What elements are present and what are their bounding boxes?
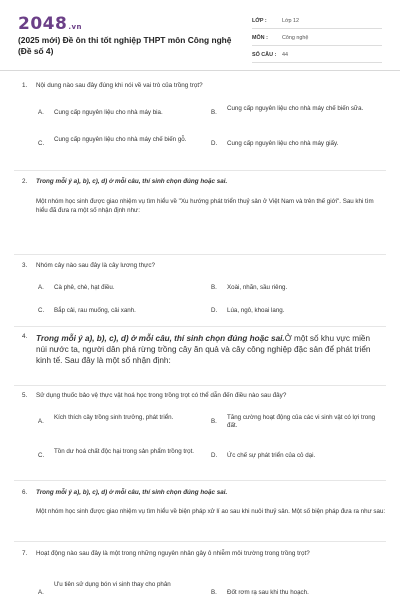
site-logo[interactable]: 2048.vn (18, 14, 83, 34)
exam-title: (2025 mới) Đề ôn thi tốt nghiệp THPT môn Công nghệ (Đề số 4) (18, 35, 232, 56)
question-separator (14, 480, 386, 481)
question-separator (14, 385, 386, 386)
question-2-context: Một nhóm học sinh được giao nhiệm vụ tìm hiểu về "Xu hướng phát triển thuỷ sản ở Việt Nam và trên thế giới". Sau khi tìm hiểu đã đưa ra một số nhận định như: (36, 198, 374, 214)
exam-meta (252, 14, 382, 65)
page-header (0, 0, 400, 68)
question-separator (14, 170, 386, 171)
meta-row-class: LỚP : Lớp 12 (252, 14, 382, 29)
meta-row-subject: MÔN : Công nghệ (252, 31, 382, 46)
question-4-instruction: Trong mỗi ý a), b), c), d) ở mỗi câu, thí sinh chọn đúng hoặc sai. (36, 334, 285, 343)
question-separator (14, 254, 386, 255)
question-separator (14, 326, 386, 327)
header-divider (0, 70, 400, 71)
question-separator (14, 541, 386, 542)
question-6-context: Một nhóm học sinh được giao nhiệm vụ tìm hiểu về biện pháp xử lí ao sau khi nuôi thuỷ sản. Một số biện pháp đưa ra như sau: (36, 508, 386, 515)
meta-row-count: SỐ CÂU : 44 (252, 48, 382, 63)
question-4-context: Ở một số khu vực miền núi nước ta, người dân phá rừng trồng cây ăn quả và cây công nghiệp đặc sản để phát triển kinh tế. Sau đây là một số nhận định: (36, 334, 371, 366)
